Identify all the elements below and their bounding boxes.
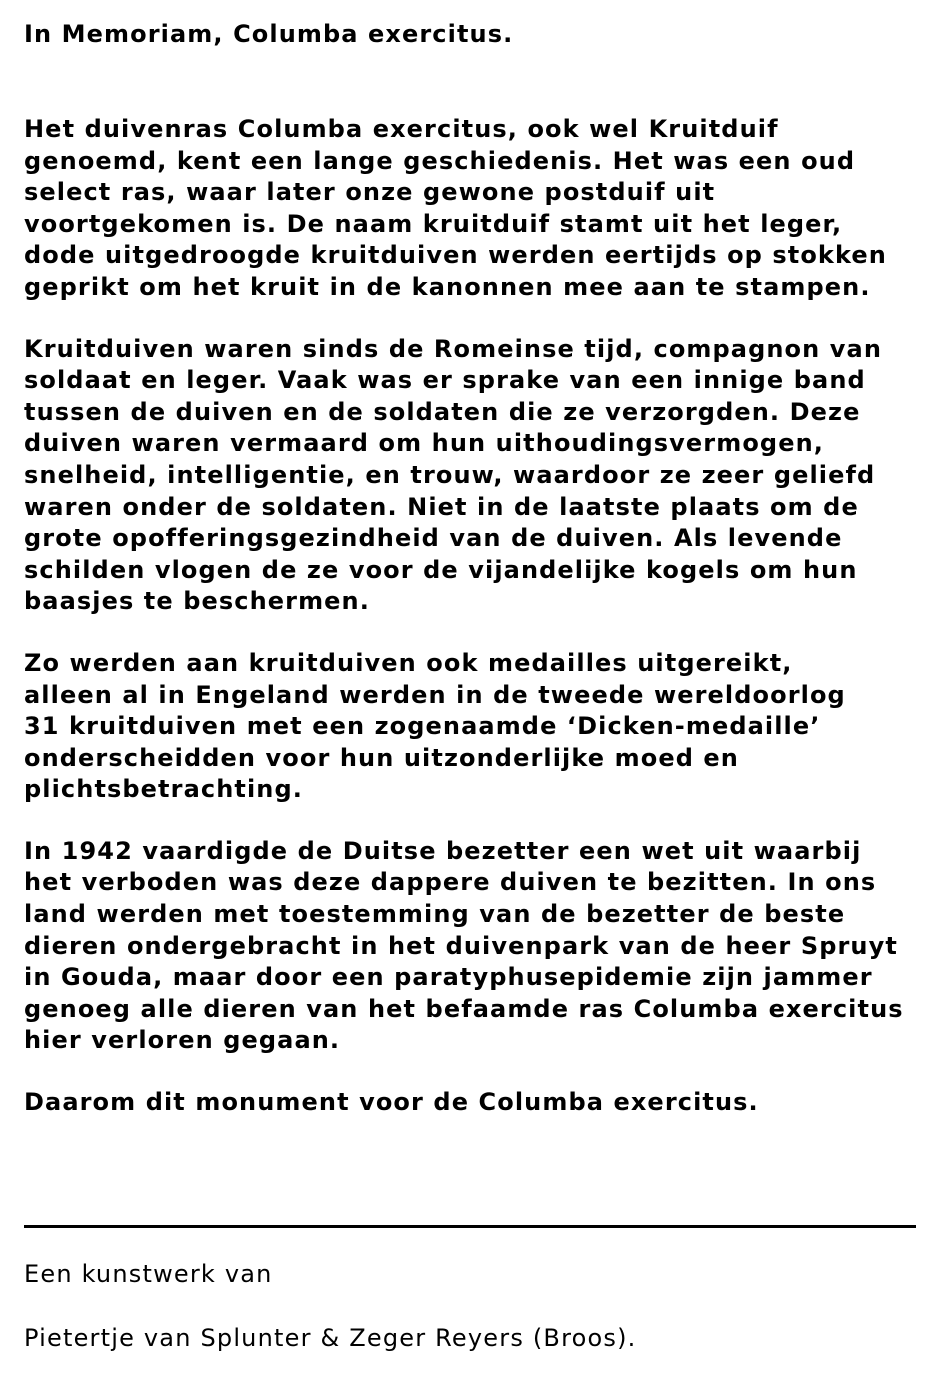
text-line: land werden met toestemming van de bezetter de beste xyxy=(24,900,846,929)
divider-rule xyxy=(24,1225,916,1228)
text-line: In 1942 vaardigde de Duitse bezetter een wet uit waarbij xyxy=(24,836,862,865)
text-line: in Gouda, maar door een paratyphusepidemie zijn jammer xyxy=(24,963,873,992)
credit-label: Een kunstwerk van xyxy=(24,1260,273,1288)
text-line: waren onder de soldaten. Niet in de laatste plaats om de xyxy=(24,492,859,521)
text-line: genoeg alle dieren van het befaamde ras Columba exercitus xyxy=(24,994,904,1023)
paragraph-soldiers xyxy=(24,334,924,618)
text-line: tussen de duiven en de soldaten die ze verzorgden. Deze xyxy=(24,397,861,426)
text-line: 31 kruitduiven met een zogenaamde ‘Dicken-medaille’ xyxy=(24,712,821,741)
text-line: grote opofferingsgezindheid van de duiven. Als levende xyxy=(24,524,843,553)
memorial-heading: In Memoriam, Columba exercitus. xyxy=(24,20,514,48)
paragraph-1942 xyxy=(24,836,924,1057)
text-line: hier verloren gegaan. xyxy=(24,1026,341,1055)
text-line: Zo werden aan kruitduiven ook medailles uitgereikt, xyxy=(24,648,793,677)
text-line: Het duivenras Columba exercitus, ook wel Kruitduif xyxy=(24,115,779,143)
memorial-text xyxy=(24,18,924,1149)
text-line: genoemd, kent een lange geschiedenis. Het was een oud xyxy=(24,146,856,175)
text-line: schilden vlogen de ze voor de vijandelijke kogels om hun xyxy=(24,555,858,584)
text-line: duiven waren vermaard om hun uithoudingsvermogen, xyxy=(24,429,824,458)
text-line: voortgekomen is. De naam kruitduif stamt uit het leger, xyxy=(24,209,843,238)
credit-artists: Pietertje van Splunter & Zeger Reyers (Broos). xyxy=(24,1324,637,1352)
paragraph-history xyxy=(24,114,924,304)
paragraph-medals xyxy=(24,648,924,806)
text-line: dode uitgedroogde kruitduiven werden eertijds op stokken xyxy=(24,241,887,270)
text-line: soldaat en leger. Vaak was er sprake van een innige band xyxy=(24,366,866,395)
text-line: geprikt om het kruit in de kanonnen mee aan te stampen. xyxy=(24,272,871,301)
text-line: alleen al in Engeland werden in de tweede wereldoorlog xyxy=(24,680,846,709)
text-line: snelheid, intelligentie, en trouw, waardoor ze zeer geliefd xyxy=(24,460,876,489)
paragraph-monument xyxy=(24,1087,924,1119)
text-line: Daarom dit monument voor de Columba exercitus. xyxy=(24,1088,759,1117)
text-line: onderscheidden voor hun uitzonderlijke moed en xyxy=(24,743,739,772)
text-line: het verboden was deze dappere duiven te bezitten. In ons xyxy=(24,868,877,897)
text-line: select ras, waar later onze gewone postduif uit xyxy=(24,178,716,207)
text-line: plichtsbetrachting. xyxy=(24,775,303,804)
text-line: baasjes te beschermen. xyxy=(24,587,370,616)
text-line: dieren ondergebracht in het duivenpark van de heer Spruyt xyxy=(24,931,898,960)
text-line: Kruitduiven waren sinds de Romeinse tijd, compagnon van xyxy=(24,334,883,363)
